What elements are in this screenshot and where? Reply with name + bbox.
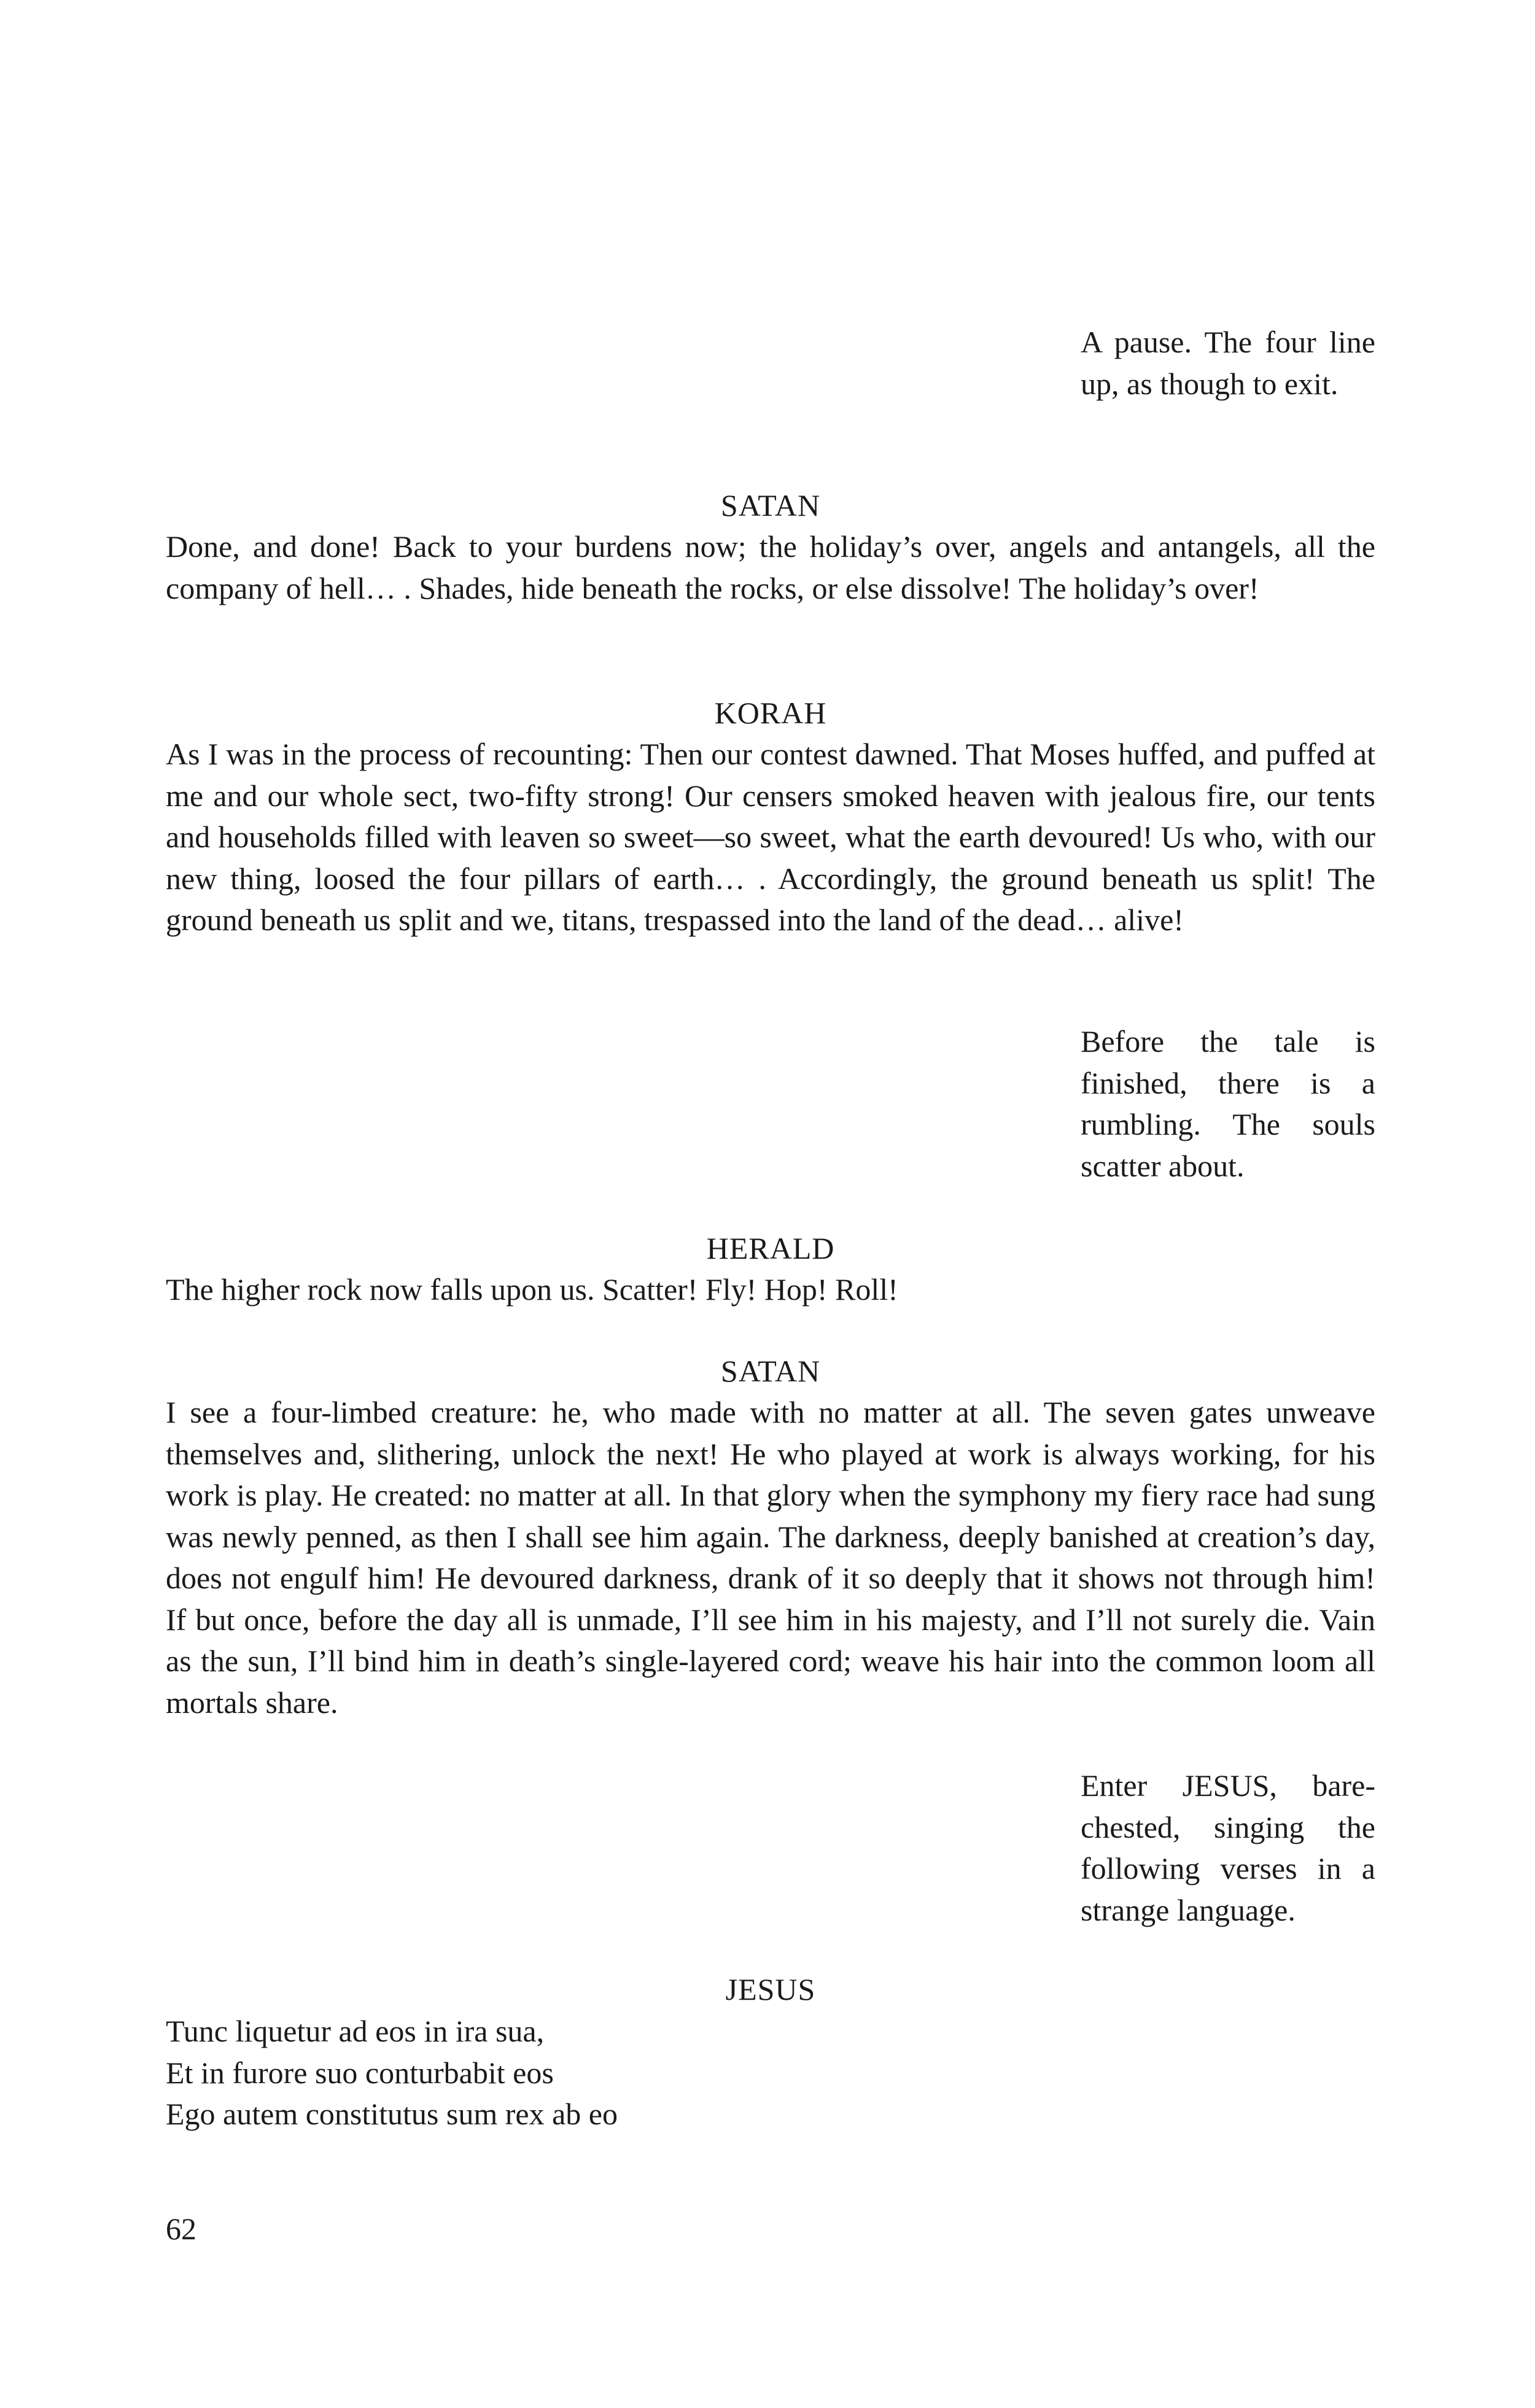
verse-line-1: Tunc liquetur ad eos in ira sua,	[166, 2014, 545, 2048]
speech-herald: The higher rock now falls upon us. Scatter! Fly! Hop! Roll!	[166, 1272, 898, 1307]
speaker-name-korah: KORAH	[714, 696, 827, 730]
stage-direction-rumbling: Before the tale is finished, there is a rumbling. The souls scatter about.	[1081, 1024, 1375, 1183]
speaker-name-herald: HERALD	[706, 1231, 835, 1265]
speech-satan-holiday: Done, and done! Back to your burdens now; the holiday’s over, angels and antangels, all the company of hell… . Shades, hide beneath the rocks, or else dissolve! The holiday’s over!	[166, 529, 1375, 605]
speech-satan-creature: I see a four-limbed creature: he, who made with no matter at all. The seven gates unweave themselves and, slithering, unlock the next! He who played at work is always working, for his work is play. He created: no matter at all. In that glory when the symphony my fiery race had sung was newly penned, as then I shall see him again. The darkness, deeply banished at creation’s day, does not engulf him! He devoured darkness, drank of it so deeply that it shows not through him! If but once, before the day all is unmade, I’ll see him in his majesty, and I’ll not surely die. Vain as the sun, I’ll bind him in death’s single-layered cord; weave his hair into the common loom all mortals share.	[166, 1395, 1375, 1720]
verse-line-3: Ego autem constitutus sum rex ab eo	[166, 2097, 618, 2131]
speaker-name-jesus: JESUS	[725, 1972, 816, 2006]
stage-direction-enter-jesus: Enter JESUS, bare-chested, singing the following verses in a strange language.	[1081, 1768, 1375, 1927]
verse-lines	[166, 2011, 903, 2135]
speech-korah: As I was in the process of recounting: Then our contest dawned. That Moses huffed, and puffed at me and our whole sect, two-fifty strong! Our censers smoked heaven with jealous fire, our tents and households filled with leaven so sweet—so sweet, what the earth devoured! Us who, with our new thing, loosed the four pillars of earth… . Accordingly, the ground beneath us split! The ground beneath us split and we, titans, trespassed into the land of the dead… alive!	[166, 737, 1375, 937]
stage-direction-pause: A pause. The four line up, as though to exit.	[1081, 325, 1375, 401]
page-number: 62	[166, 2212, 196, 2246]
speaker-name-satan: SATAN	[720, 488, 821, 522]
speaker-name-satan-2: SATAN	[720, 1354, 821, 1388]
verse-line-2: Et in furore suo conturbabit eos	[166, 2055, 554, 2090]
